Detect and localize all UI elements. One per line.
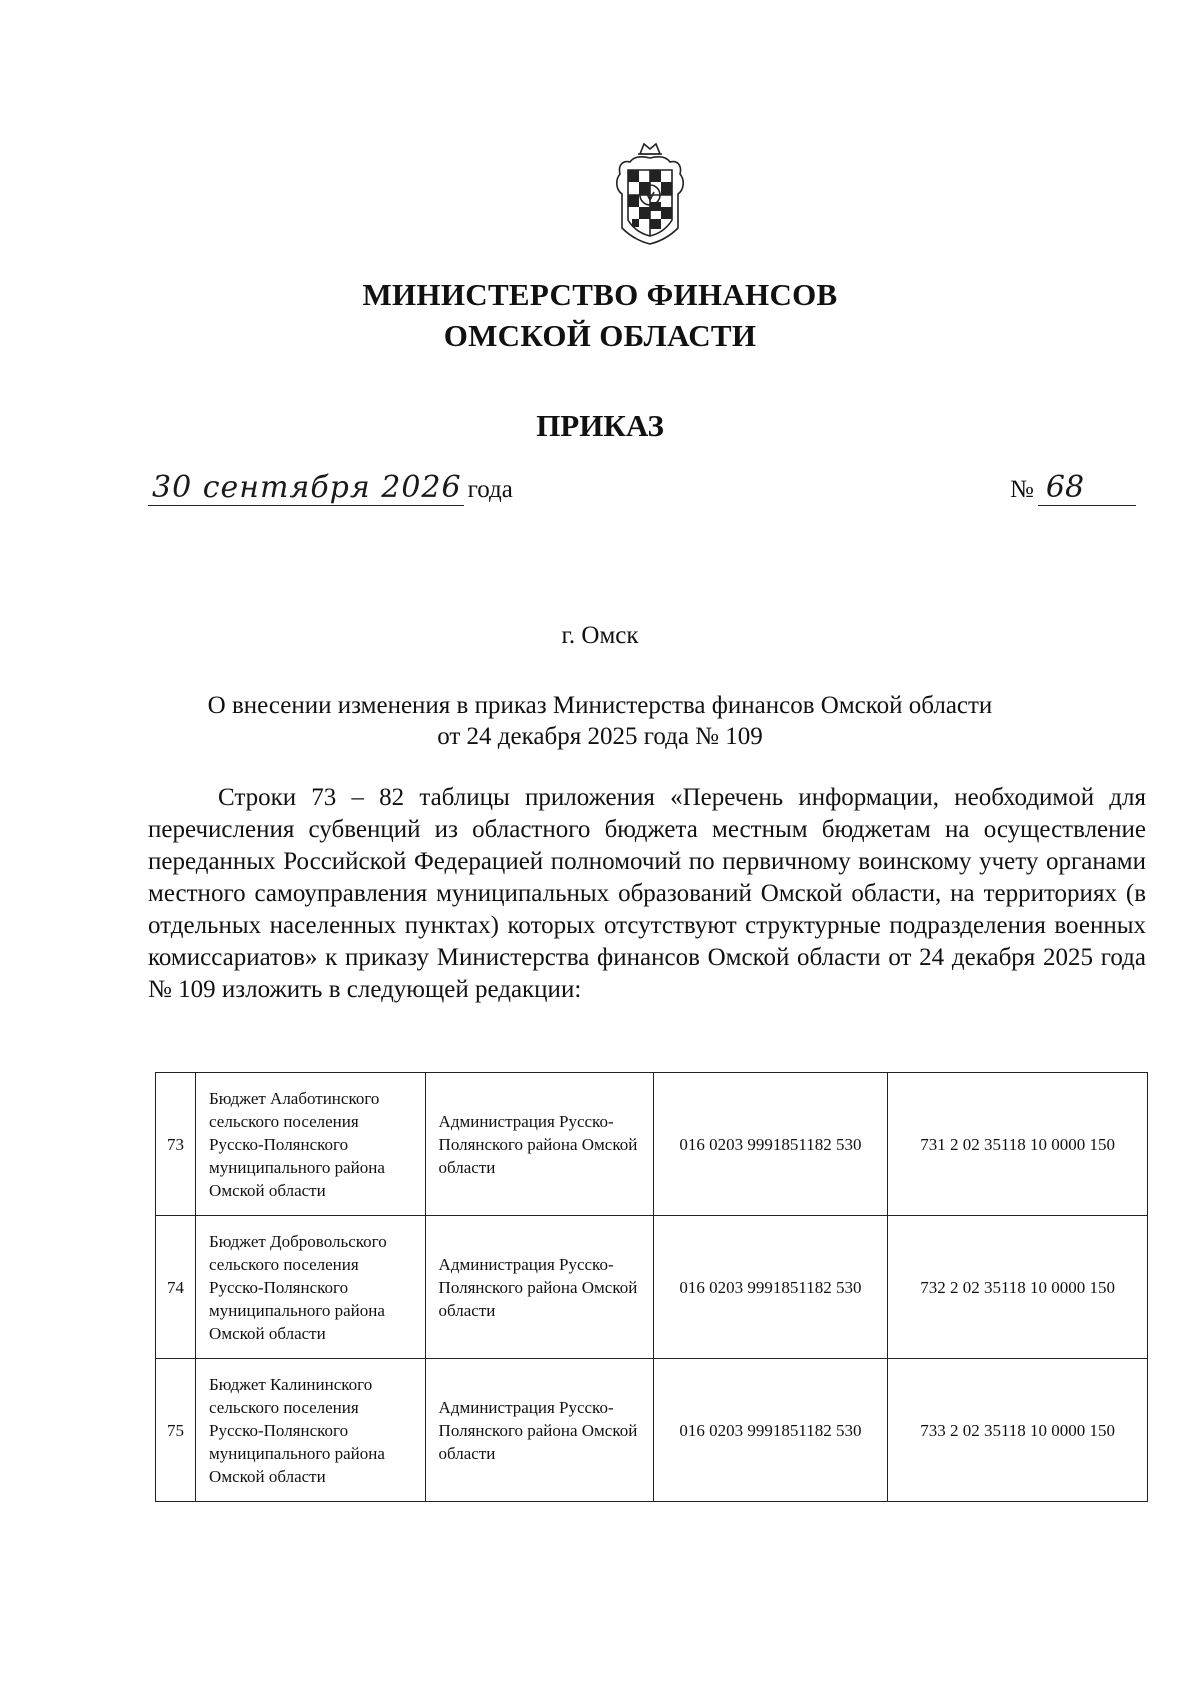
number-sign: № [1010, 476, 1034, 503]
revenue-code: 732 2 02 35118 10 0000 150 [888, 1216, 1148, 1359]
administrator-name: Администрация Русско-Полянского района Омской области [425, 1359, 653, 1502]
account-code: 016 0203 9991851182 530 [653, 1359, 888, 1502]
order-number [1010, 470, 1136, 506]
revenue-code: 731 2 02 35118 10 0000 150 [888, 1073, 1148, 1216]
budget-name: Бюджет Калининского сельского поселения Русско-Полянского муниципального района Омской области [196, 1359, 426, 1502]
body-paragraph: Строки 73 – 82 таблицы приложения «Перечень информации, необходимой для перечисления субвенций из областного бюджета местным бюджетам на осуществление переданных Российской Федерацией полномочий по первичному воинскому учету органами местного самоуправления муниципальных образований Омской области, на территориях (в отдельных населенных пунктах) которых отсутствуют структурные подразделения военных комиссариатов» к приказу Министерства финансов Омской области от 24 декабря 2025 года № 109 изложить в следующей редакции: [148, 784, 1146, 1003]
order-date [148, 470, 513, 516]
table-row [156, 1073, 1148, 1216]
document-type-title: ПРИКАЗ [536, 408, 664, 443]
coat-of-arms-emblem [612, 140, 688, 246]
administrator-name: Администрация Русско-Полянского района Омской области [425, 1073, 653, 1216]
city: г. Омск [561, 622, 639, 649]
account-code: 016 0203 9991851182 530 [653, 1073, 888, 1216]
subject-line-1: О внесении изменения в приказ Министерства финансов Омской области [207, 692, 993, 719]
table-row [156, 1216, 1148, 1359]
handwritten-date: 30 сентября 2026 [148, 470, 464, 506]
budget-name: Бюджет Добровольского сельского поселения Русско-Полянского муниципального района Омской области [196, 1216, 426, 1359]
date-suffix: года [467, 476, 513, 503]
organization-region: ОМСКОЙ ОБЛАСТИ [443, 318, 757, 353]
budget-name: Бюджет Алаботинского сельского поселения Русско-Полянского муниципального района Омской области [196, 1073, 426, 1216]
table-row [156, 1359, 1148, 1502]
handwritten-number: 68 [1038, 470, 1136, 506]
subvention-table [155, 1072, 1148, 1502]
administrator-name: Администрация Русско-Полянского района Омской области [425, 1216, 653, 1359]
row-number: 74 [156, 1216, 196, 1359]
order-subject [150, 690, 1050, 752]
row-number: 73 [156, 1073, 196, 1216]
organization-name: МИНИСТЕРСТВО ФИНАНСОВ [362, 277, 838, 312]
subject-line-2: от 24 декабря 2025 года № 109 [437, 723, 763, 750]
revenue-code: 733 2 02 35118 10 0000 150 [888, 1359, 1148, 1502]
account-code: 016 0203 9991851182 530 [653, 1216, 888, 1359]
row-number: 75 [156, 1359, 196, 1502]
